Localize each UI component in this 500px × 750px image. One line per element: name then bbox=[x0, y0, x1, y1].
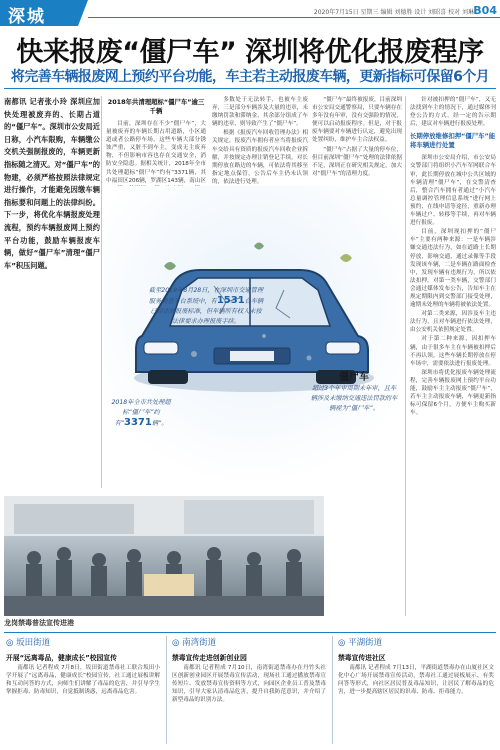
section-title-2: 长期停放维修扣押“僵尸车”能将车辆进行处置 bbox=[410, 132, 496, 150]
photo-caption: 龙岗禁毒普法宣传进港 bbox=[4, 619, 74, 627]
article-paragraph: 对于第二种来源，因扣押车辆，由于很多车主在车辆被扣押后不再认领，这些车辆长期停放在停车场中，需要依法进行报废处理。 bbox=[410, 336, 496, 367]
article-paragraph: 根据《报废汽车回收管理办法》相关规定，报废汽车拥有者应当将报废汽车交给具有资质的报废汽车回收企业拆解，并按规定办理注销登记手续。对长期停放在路边的车辆，可依法将其移至指定地点保管，公告后车主仍未认领的，依法进行处理。 bbox=[212, 130, 308, 185]
abandoned-car-illustration bbox=[104, 186, 400, 486]
column-separator bbox=[166, 636, 167, 744]
highlight-number: 3371 bbox=[123, 417, 152, 428]
article-paragraph: 深圳市将优化报废车辆处理流程，完善车辆报废网上预约平台功能，鼓励车主主动报废“僵尸车”，若车主主动报废车辆，车辆更新指标可保留6个月，方便车主购买新车。 bbox=[410, 369, 496, 417]
article-paragraph: 多数处于无法转手，也被车主废弃，三是部分车辆涉及大量的违章，未缴纳罚款和滞纳金，其余部分组成了车辆的违章，则导致产生了“僵尸车”。 bbox=[212, 97, 308, 128]
lead-paragraph: 南都讯 记者张小玲 深圳应加快处理被废弃的、长期占道的“僵尸车”。深圳市公安局近日称，小汽车限购，车辆缴公交机关强制报废的，车辆更新指标随之清灭。对“僵尸车”的物建，必须严格按照法律规定进行操作，才能避免因缴车辆指标要和问题上的法律纠纷。下一步，将优化车辆报废处理流程，预约车辆报废网上预约平台功能，鼓励车辆报废车辆，做好“僵尸车”清理“僵尸车”积压问题。 bbox=[4, 97, 100, 270]
crowd-photo-icon bbox=[4, 496, 324, 616]
article-column-4 bbox=[410, 96, 496, 616]
article-paragraph: 对第二类来源，因涉及车主违法行为，且对车辆进行依法处理，由公安机关依照规定处置。 bbox=[410, 311, 496, 334]
section-tab: 深城 bbox=[0, 0, 78, 26]
brief-place-1: ◎ 坂田街道 bbox=[6, 638, 51, 648]
article-paragraph: 针对被扣押的“僵尸车”，又无法找到车主的情况下，通过媒体刊登公告的方式，经一定的告示期后，建议对车辆进行报废处理。 bbox=[410, 97, 496, 128]
article-paragraph: “僵尸车”最终被报废，目前深圳市公安局交通警察局，只要车辆存在多年没有年审，没有交强险的情况，便可以启动报废程序。但是，对于报废车辆要对车辆进行认定，避免出现处置纠纷，维护车主合法权益。 bbox=[312, 97, 402, 144]
brief-title-1: 开展“远离毒品，健康成长”校园宣传 bbox=[6, 654, 117, 662]
briefs-rule bbox=[4, 632, 496, 633]
brief-paragraph: 南都讯 记者程成 7月13日，平湖街道禁毒办在山厦社区文化中心广场开展禁毒宣传活动，禁毒社工通过展板展示、有奖问答等形式，向社区居民普及毒品知识，让居民了解毒品的危害，进一步提高辖区居民的识毒、防毒、拒毒能力。 bbox=[338, 665, 494, 696]
article-column-3 bbox=[212, 96, 308, 190]
subheadline: 将完善车辆报废网上预约平台功能，车主若主动报废车辆，更新指标可保留6个月 bbox=[10, 69, 490, 85]
news-photo bbox=[4, 496, 324, 616]
callout-statistic-2 bbox=[106, 398, 176, 429]
brief-place-3: ◎ 平湖街道 bbox=[338, 638, 383, 648]
masthead bbox=[0, 0, 500, 26]
callout-title: 僵尸车 bbox=[339, 372, 369, 383]
brief-body-1 bbox=[6, 664, 160, 744]
column-separator bbox=[332, 636, 333, 744]
column-separator bbox=[101, 96, 102, 488]
page-number: B04 bbox=[473, 4, 497, 17]
brief-paragraph: 南都讯 记者程成 7月10日，南湾街道禁毒办在丹竹头社区创新创业园区开展禁毒宣传活动，现场社工通过播放禁毒宣传短片、发放禁毒宣传资料等方式，向园区企业员工普及禁毒知识，引导大家认清毒品危害，提升自我防范意识，并介绍了新型毒品的识别方法。 bbox=[172, 665, 326, 704]
highlight-number: 1531 bbox=[216, 295, 245, 306]
brief-body-2 bbox=[172, 664, 326, 744]
callout-text: 2018年全市共处理超标“僵尸车”约有“3371辆”。 bbox=[111, 399, 171, 428]
date-line: 2020年7月15日 星期三 编辑 刘德胜 设计 刘昭喜 校对 刘琳 bbox=[313, 9, 474, 16]
article-paragraph: 目前，深圳现扣押的“僵尸车”主要有两种来源：一是车辆涉嫌交通违法行为，如在道路上长期停放，影响交通，通过录像等手段发现该车辆，二是车辆在路面检查中，发现车辆有违规行为，所以依法扣押。对第一类车辆，交警部门会通过媒体发布公告，告知车主在规定期限内到交警部门接受处理，逾期未处理的车辆将被依法处置。 bbox=[410, 229, 496, 309]
brief-body-3 bbox=[338, 664, 494, 744]
article-column-2 bbox=[106, 96, 206, 190]
brief-title-3: 禁毒宣传进社区 bbox=[338, 654, 386, 662]
callout-text: 超过3个年审周期未年审，且车辆涉及未缴纳交通违法罚款的车辆视为“僵尸车”。 bbox=[310, 385, 398, 412]
article-column-3b bbox=[312, 96, 402, 190]
section-title-1: 2018年共清理超标“僵尸车”逾三千辆 bbox=[107, 98, 205, 115]
masthead-rule bbox=[88, 17, 500, 18]
article-paragraph: 深圳市公安局介绍，市公安局交警部门将组织小汽车军网联合车审，此长期停放在城中公共区域的车辆清理“僵尸车”，在交警清查后，整合汽车拥有者通过“小汽车总量调控管理信息系统”进行网上预约、在线申请等途径，重新办理车辆过户、转移等手续，再对车辆进行报废。 bbox=[410, 155, 496, 227]
brief-title-2: 禁毒宣传走进创新创业园 bbox=[172, 654, 247, 662]
column-separator bbox=[405, 96, 406, 616]
headline-rule bbox=[4, 88, 496, 89]
callout-definition bbox=[310, 372, 398, 414]
headline: 快来报废“僵尸车” 深圳将优化报废程序 bbox=[16, 37, 484, 68]
callout-statistic-1 bbox=[148, 286, 264, 327]
brief-place-2: ◎ 南湾街道 bbox=[172, 638, 217, 648]
article-paragraph: “僵尸车”占据了大量的停车位，但目前深圳“僵尸车”处理的法律依据不足，深圳正在研究相关规定，加大对“僵尸车”的清理力度。 bbox=[312, 146, 402, 177]
callout-text: 截至2019年8月28日，在深圳市交通管理服务调查平台系统中，有1531台车辆已经达到报废标准，但车辆所有权人未按法律要求办理报废手续。 bbox=[148, 287, 264, 325]
article-paragraph: 目前，深圳存在不少“僵尸车”，大量被废弃的车辆长期占用道路，小区通道或者公路停车场，这些车辆大部分锈蚀严重，又脏不到车主，变成无主废弃物，不但影响市容也存在交通安全，消防安全隐患。据相关统计，2018年全市共处理超标“僵尸车”约有“3371辆，其中福田区206辆，罗湖区143辆，南山区 bbox=[106, 121, 206, 184]
brief-paragraph: 南都讯 记者程成 7月8日，坂田街道禁毒社工联合坂田小学开展了“远离毒品，健康成长”校园宣传，社工通过展板讲解和互动问答的方式，向师生们讲解了毒品的危害，并引导学生掌握拒毒、防毒知识，自觉抵制诱惑，远离毒品危害。 bbox=[6, 665, 160, 696]
